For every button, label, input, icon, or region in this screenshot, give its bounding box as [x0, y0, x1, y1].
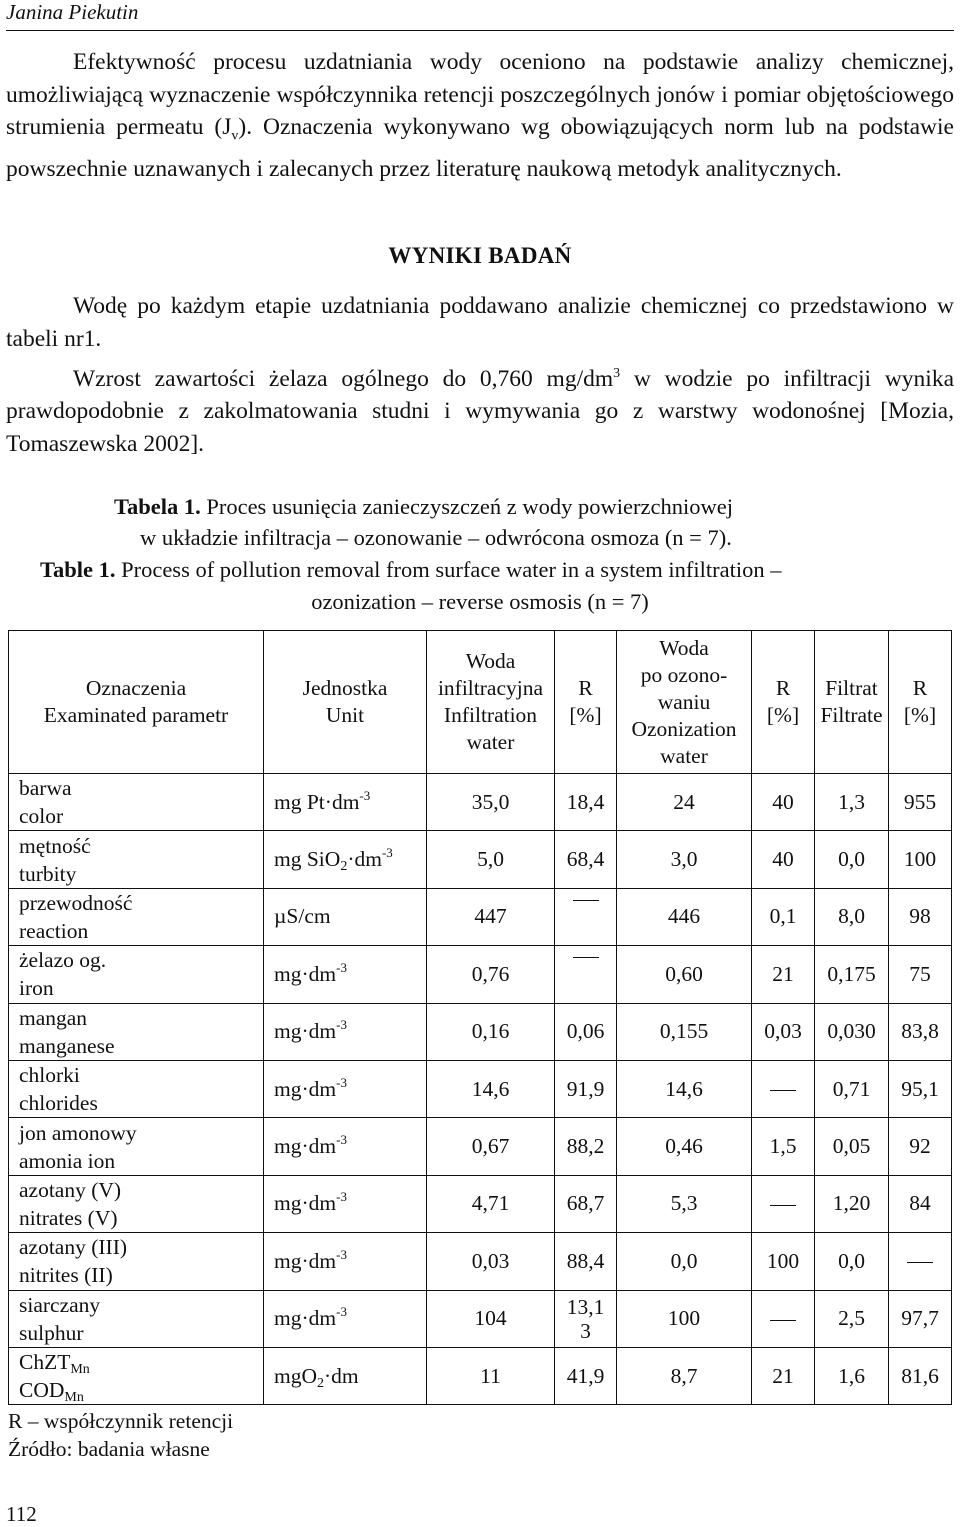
cell-value: 5,3 — [670, 1191, 698, 1216]
cell-value: 0,0 — [838, 1248, 865, 1273]
cell-r2 — [752, 946, 815, 1003]
cell-filt — [815, 888, 889, 945]
cell-value: 5,0 — [477, 847, 504, 872]
cell-unit — [264, 1233, 427, 1290]
cell-filt — [815, 774, 889, 831]
header-r3 — [889, 631, 952, 774]
cell-value: 83,8 — [901, 1019, 939, 1044]
cell-infil — [427, 946, 555, 1003]
paragraph-iron-rest: w wodzie po infiltracji wynika prawdopodobnie z zakolmatowania studni i wymywania go z warstwy wodonośnej [Mozia, Tomaszewska 2002]. — [6, 365, 955, 457]
cell-filt — [815, 1290, 889, 1347]
table-row — [9, 1233, 952, 1290]
unit-text: mg SiO — [274, 847, 341, 872]
unit-text: mgO — [274, 1363, 317, 1388]
unit-subscript: 2 — [340, 859, 348, 875]
dash-no-data — [770, 1205, 796, 1206]
unit-text: mg·dm — [274, 1134, 337, 1159]
cell-value: 97,7 — [901, 1306, 939, 1331]
header-infiltration-water — [427, 631, 555, 774]
cell-filt — [815, 1175, 889, 1232]
parameter-pl-text: barwa — [19, 776, 72, 801]
page-number: 112 — [6, 1502, 37, 1526]
header-infil-line: Infiltration — [443, 703, 538, 727]
table-row — [9, 888, 952, 945]
cell-parameter — [9, 888, 264, 945]
unit-subscript: 2 — [317, 1375, 324, 1391]
dash-value — [796, 1076, 797, 1077]
cell-value: 81,6 — [901, 1363, 939, 1388]
cell-filt — [815, 1233, 889, 1290]
dash-no-data — [770, 1090, 796, 1091]
cell-value: 0,76 — [471, 961, 510, 986]
cell-r3 — [889, 831, 952, 888]
header-infil-line: infiltracyjna — [437, 676, 544, 700]
parameter-pl — [19, 946, 263, 974]
cell-value: 446 — [667, 904, 701, 929]
header-r1-line: R — [578, 676, 593, 700]
parameter-en — [19, 1204, 263, 1232]
unit-text: mg·dm — [274, 1306, 337, 1331]
cell-value: 14,6 — [471, 1076, 510, 1101]
parameter-en — [19, 802, 263, 830]
cell-infil — [427, 1233, 555, 1290]
parameter-en-text: iron — [19, 976, 54, 1001]
cell-infil — [427, 1175, 555, 1232]
cell-infil — [427, 1003, 555, 1060]
cell-filt — [815, 1347, 889, 1404]
paragraph-methods — [6, 46, 954, 186]
parameter-pl — [19, 889, 263, 917]
header-r2-line: [%] — [766, 703, 800, 727]
dash-no-data — [770, 1320, 796, 1321]
paragraph-results-intro: Wodę po każdym etapie uzdatniania poddawano analizie chemicznej co przedstawiono w tabeli nr1. — [6, 293, 954, 352]
dash-value — [796, 1305, 797, 1306]
cell-parameter — [9, 1003, 264, 1060]
parameter-en-text: amonia ion — [19, 1148, 116, 1173]
paragraph-iron-text: Wzrost zawartości żelaza ogólnego do 0,760 mg/dm — [73, 365, 614, 392]
header-r3-line: [%] — [903, 703, 937, 727]
cell-value: 0,0 — [838, 847, 865, 872]
unit-superscript: -3 — [381, 845, 393, 861]
cell-r3 — [889, 1290, 952, 1347]
cell-unit — [264, 1347, 427, 1404]
unit-superscript: -3 — [359, 787, 371, 803]
header-filtrate — [815, 631, 889, 774]
cell-value: 0,03 — [764, 1019, 802, 1044]
header-rule — [6, 30, 954, 31]
parameter-en — [19, 917, 263, 945]
table-caption-en — [40, 555, 782, 585]
cell-unit — [264, 1175, 427, 1232]
caption-en-line1: Process of pollution removal from surface water in a system infiltration – — [115, 557, 782, 582]
dash-no-data — [573, 900, 599, 901]
parameter-en — [19, 974, 263, 1002]
caption-pl-line2: w układzie infiltracja – ozonowanie – odwrócona osmoza (n = 7). — [140, 525, 732, 550]
cell-value: 18,4 — [566, 789, 605, 814]
header-infil-line: Woda — [465, 649, 516, 673]
cell-unit — [264, 946, 427, 1003]
dash-no-data — [907, 1262, 933, 1263]
cell-r2 — [752, 888, 815, 945]
header-parameter — [9, 631, 264, 774]
parameter-pl — [19, 1061, 263, 1089]
parameter-en — [19, 1089, 263, 1117]
cell-r1 — [555, 1060, 617, 1117]
parameter-pl-subscript: Mn — [70, 1362, 90, 1378]
cell-unit — [264, 888, 427, 945]
unit-text: µS/cm — [274, 904, 331, 929]
parameter-en — [19, 1376, 263, 1404]
table-row — [9, 831, 952, 888]
cell-value: 0,06 — [566, 1019, 605, 1044]
unit-tail: ·dm — [324, 1363, 359, 1388]
cell-value: 1,20 — [832, 1191, 871, 1216]
cell-filt — [815, 946, 889, 1003]
header-ozon-line: waniu — [657, 689, 711, 714]
header-unit — [264, 631, 427, 774]
cell-r3 — [889, 1060, 952, 1117]
cell-r2 — [752, 1347, 815, 1404]
table-row — [9, 774, 952, 831]
parameter-en — [19, 860, 263, 888]
parameter-pl-text: jon amonowy — [19, 1120, 137, 1145]
cell-ozon — [617, 1290, 752, 1347]
cell-r1 — [555, 1233, 617, 1290]
cell-r1 — [555, 831, 617, 888]
caption-pl-line1: Proces usunięcia zanieczyszczeń z wody powierzchniowej — [200, 494, 733, 519]
cell-unit — [264, 1290, 427, 1347]
cell-value: 40 — [772, 789, 794, 814]
cell-unit — [264, 831, 427, 888]
cell-ozon — [617, 1003, 752, 1060]
cell-r1 — [555, 946, 617, 1003]
cell-ozon — [617, 946, 752, 1003]
parameter-en-text: nitrites (II) — [19, 1263, 113, 1288]
cell-filt — [815, 831, 889, 888]
cell-infil — [427, 888, 555, 945]
cell-parameter — [9, 1290, 264, 1347]
cell-parameter — [9, 831, 264, 888]
parameter-en-text: chlorides — [19, 1091, 98, 1116]
cell-filt — [815, 1118, 889, 1175]
jv-subscript: v — [231, 128, 239, 144]
parameter-en — [19, 1319, 263, 1347]
cell-r2 — [752, 774, 815, 831]
cell-parameter — [9, 774, 264, 831]
parameter-en — [19, 1147, 263, 1175]
parameter-pl — [19, 832, 263, 860]
table-header-row — [9, 631, 952, 774]
parameter-pl-text: mętność — [19, 833, 91, 858]
cell-parameter — [9, 1175, 264, 1232]
header-infil-line: water — [466, 730, 515, 754]
cell-value: 104 — [474, 1306, 507, 1331]
header-ozon-line: water — [660, 743, 708, 768]
parameter-pl-text: chlorki — [19, 1063, 80, 1088]
parameter-en-text: COD — [19, 1378, 65, 1403]
parameter-pl — [19, 1348, 263, 1376]
cell-ozon — [617, 1175, 752, 1232]
cell-ozon — [617, 1118, 752, 1175]
cell-r3 — [889, 946, 952, 1003]
unit-text: mg·dm — [274, 961, 337, 986]
caption-en-label: Table 1. — [40, 557, 116, 582]
caption-en-line2: ozonization – reverse osmosis (n = 7) — [311, 589, 649, 614]
cell-r2 — [752, 1060, 815, 1117]
cell-value: 8,0 — [838, 904, 865, 929]
unit-superscript: -3 — [336, 1017, 347, 1033]
cell-infil — [427, 831, 555, 888]
cell-r3 — [889, 1118, 952, 1175]
cell-value: 11 — [480, 1363, 501, 1388]
cell-value: 14,6 — [665, 1076, 703, 1101]
table-row — [9, 1118, 952, 1175]
unit-text: mg·dm — [274, 1019, 337, 1044]
header-r2-line: R — [775, 676, 791, 700]
cell-value: 100 — [903, 847, 937, 872]
unit-superscript: -3 — [336, 1132, 347, 1148]
parameter-en-text: reaction — [19, 918, 89, 943]
cell-value: 91,9 — [566, 1076, 605, 1101]
cell-value: 0,46 — [665, 1134, 703, 1159]
cell-value: 0,67 — [471, 1134, 510, 1159]
cell-r3 — [889, 888, 952, 945]
cell-value: 21 — [772, 1363, 794, 1388]
table-row — [9, 1060, 952, 1117]
unit-text: mg·dm — [274, 1076, 337, 1101]
cell-r1 — [555, 888, 617, 945]
table-row — [9, 1175, 952, 1232]
cell-value: 92 — [909, 1134, 931, 1159]
cell-value: 1,3 — [838, 789, 865, 814]
parameter-pl-text: przewodność — [19, 890, 133, 915]
parameter-pl — [19, 1119, 263, 1147]
unit-text: mg·dm — [274, 1248, 337, 1273]
parameter-pl-text: mangan — [19, 1005, 88, 1030]
cell-unit — [264, 1003, 427, 1060]
section-heading: WYNIKI BADAŃ — [388, 243, 572, 268]
dash-value — [599, 961, 600, 962]
cell-parameter — [9, 946, 264, 1003]
cell-r2 — [752, 1118, 815, 1175]
header-r2 — [752, 631, 815, 774]
header-ozon-line: Ozonization — [631, 716, 737, 741]
cell-unit — [264, 1060, 427, 1117]
cell-value: 100 — [766, 1248, 800, 1273]
cell-value: 0,175 — [827, 961, 876, 986]
header-parameter-en: Examinated parametr — [43, 703, 229, 727]
parameter-pl-text: azotany (III) — [19, 1235, 128, 1260]
parameter-en-text: color — [19, 804, 64, 829]
cell-value: 68,7 — [566, 1191, 605, 1216]
cell-value: 100 — [667, 1306, 701, 1331]
cell-r2 — [752, 1233, 815, 1290]
cell-value: 21 — [772, 961, 794, 986]
unit-superscript: -3 — [336, 1246, 347, 1262]
header-ozonization-water — [617, 631, 752, 774]
cell-value: 0,155 — [659, 1019, 709, 1044]
cell-r1 — [555, 1175, 617, 1232]
header-unit-en: Unit — [325, 703, 365, 727]
cell-r3 — [889, 1347, 952, 1404]
header-parameter-pl: Oznaczenia — [85, 676, 187, 700]
cell-r2 — [752, 1003, 815, 1060]
cell-r1 — [555, 1003, 617, 1060]
unit-superscript: -3 — [336, 959, 347, 975]
table-row — [9, 1003, 952, 1060]
cell-value: 98 — [909, 904, 931, 929]
cell-r3 — [889, 1175, 952, 1232]
cell-parameter — [9, 1233, 264, 1290]
unit-superscript: -3 — [336, 1074, 347, 1090]
cell-infil — [427, 1347, 555, 1404]
cell-r3 — [889, 1003, 952, 1060]
cell-value: 88,4 — [566, 1248, 605, 1273]
cell-r3 — [889, 774, 952, 831]
cell-value: 40 — [772, 847, 794, 872]
cell-r1 — [555, 1347, 617, 1404]
cell-value: 84 — [909, 1191, 931, 1216]
cell-r2 — [752, 1175, 815, 1232]
cell-value: 1,5 — [769, 1134, 797, 1159]
dash-no-data — [573, 957, 599, 958]
header-filtrate-line: Filtrat — [825, 676, 878, 700]
cell-r2 — [752, 831, 815, 888]
cell-ozon — [617, 774, 752, 831]
parameter-pl — [19, 1291, 263, 1319]
parameter-en-text: turbity — [19, 861, 77, 886]
paragraph-methods-text: Efektywność procesu uzdatniania wody oceniono na podstawie analizy chemicznej, umożliwiającą wyznaczenie współczynnika retencji poszczególnych jonów i pomiar objętościowego strumienia permeatu (J — [6, 49, 954, 140]
header-filtrate-line: Filtrate — [820, 703, 883, 727]
table-row — [9, 1347, 952, 1404]
parameter-en-text: nitrates (V) — [19, 1205, 118, 1230]
header-r1-line: [%] — [569, 703, 602, 727]
cell-value: 0,60 — [665, 961, 703, 986]
cell-parameter — [9, 1118, 264, 1175]
source-note: Źródło: badania własne — [8, 1437, 210, 1461]
caption-pl-label: Tabela 1. — [114, 494, 201, 519]
cell-value: 447 — [474, 904, 507, 929]
cell-r3 — [889, 1233, 952, 1290]
cell-value: 75 — [909, 961, 931, 986]
cell-ozon — [617, 1347, 752, 1404]
cell-value: 3,0 — [670, 847, 698, 872]
cell-parameter — [9, 1347, 264, 1404]
cell-value: 0,030 — [827, 1019, 876, 1044]
parameter-pl-text: siarczany — [19, 1292, 101, 1317]
paragraph-iron — [6, 358, 954, 460]
unit-tail: ·dm — [347, 847, 382, 872]
cell-value: 0,0 — [670, 1248, 698, 1273]
unit-text: mg·dm — [274, 1191, 337, 1216]
cell-ozon — [617, 1233, 752, 1290]
table-body — [9, 774, 952, 1405]
cell-value: 24 — [673, 789, 695, 814]
cell-unit — [264, 1118, 427, 1175]
cell-value: 88,2 — [566, 1134, 605, 1159]
dash-value — [796, 1190, 797, 1191]
parameter-pl — [19, 1176, 263, 1204]
cell-value: 0,71 — [832, 1076, 871, 1101]
parameter-pl-text: żelazo og. — [19, 948, 107, 973]
cell-unit — [264, 774, 427, 831]
parameter-pl — [19, 1004, 263, 1032]
parameter-en — [19, 1261, 263, 1289]
cell-value: 68,4 — [566, 847, 605, 872]
unit-superscript: -3 — [336, 1304, 347, 1320]
header-ozon-line: Woda — [659, 635, 709, 660]
retention-note: R – współczynnik retencji — [8, 1409, 234, 1433]
cell-r1 — [555, 1118, 617, 1175]
unit-superscript: -3 — [336, 1189, 347, 1205]
running-header-author: Janina Piekutin — [6, 0, 139, 24]
cell-value: 955 — [903, 789, 937, 814]
cell-value: 0,16 — [471, 1019, 510, 1044]
cell-value: 2,5 — [838, 1306, 865, 1331]
parameter-pl-text: azotany (V) — [19, 1177, 122, 1202]
header-ozon-line: po ozono- — [640, 662, 728, 687]
cell-infil — [427, 1060, 555, 1117]
cell-infil — [427, 774, 555, 831]
parameter-en-text: sulphur — [19, 1320, 84, 1345]
parameter-en-subscript: Mn — [64, 1390, 84, 1406]
cell-value: 95,1 — [901, 1076, 939, 1101]
cell-ozon — [617, 831, 752, 888]
dash-value — [933, 1248, 934, 1249]
cell-infil — [427, 1118, 555, 1175]
parameter-en — [19, 1032, 263, 1060]
header-r1 — [555, 631, 617, 774]
cell-value: 4,71 — [471, 1191, 510, 1216]
cell-value: 41,9 — [566, 1363, 605, 1388]
header-unit-pl: Jednostka — [302, 676, 388, 700]
table-row — [9, 1290, 952, 1347]
cell-value: 0,05 — [832, 1134, 871, 1159]
cell-infil — [427, 1290, 555, 1347]
parameter-pl — [19, 1233, 263, 1261]
cell-value: 0,03 — [471, 1248, 510, 1273]
paragraph-methods-rest: ). Oznaczenia wykonywano wg obowiązujących norm lub na podstawie powszechnie uznawanych i zalecanych przez literaturę naukową metodyk analitycznych. — [6, 114, 954, 183]
dm3-superscript: 3 — [613, 366, 621, 381]
header-r3-line: R — [912, 676, 928, 700]
cell-r2 — [752, 1290, 815, 1347]
cell-value: 13,1 3 — [566, 1294, 605, 1343]
table-row — [9, 946, 952, 1003]
parameter-pl — [19, 774, 263, 802]
parameter-pl-text: ChZT — [19, 1350, 71, 1375]
cell-value: 1,6 — [838, 1363, 865, 1388]
cell-r1 — [555, 1290, 617, 1347]
cell-ozon — [617, 1060, 752, 1117]
results-table — [8, 630, 952, 1405]
table-caption-pl — [114, 492, 733, 522]
cell-filt — [815, 1003, 889, 1060]
cell-parameter — [9, 1060, 264, 1117]
cell-value: 35,0 — [471, 789, 510, 814]
cell-value: 8,7 — [670, 1363, 698, 1388]
cell-r1 — [555, 774, 617, 831]
parameter-en-text: manganese — [19, 1033, 115, 1058]
cell-ozon — [617, 888, 752, 945]
unit-text: mg Pt·dm — [274, 789, 360, 814]
cell-filt — [815, 1060, 889, 1117]
dash-value — [599, 903, 600, 904]
cell-value: 0,1 — [769, 904, 797, 929]
